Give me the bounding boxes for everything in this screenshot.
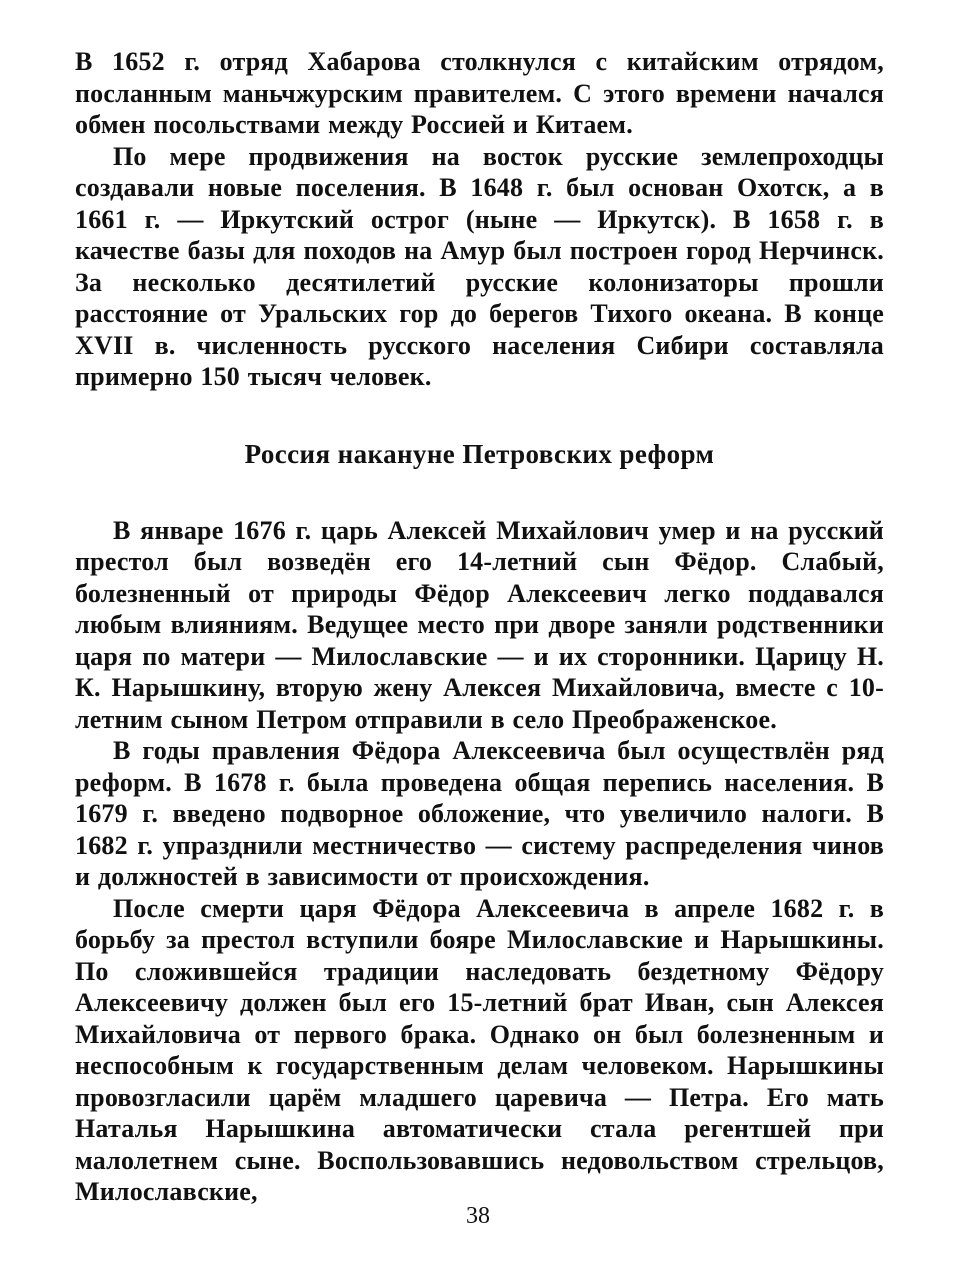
paragraph: После смерти царя Фёдора Алексеевича в апреле 1682 г. в борьбу за престол вступили бояре Милославские и Нарышкины. По сложившейся традиции наследовать бездетному Фёдору Алексеевичу должен был его 15-летний брат Иван, сын Алексея Михайловича от первого брака. Однако он был болезненным и неспособным к государственным делам человеком. Нарышкины провозгласили царём младшего царевича — Петра. Его мать Наталья Нарышкина автоматически стала регентшей при малолетнем сыне. Воспользовавшись недовольством стрельцов, Милославские, — [75, 893, 884, 1206]
paragraph: В 1652 г. отряд Хабарова столкнулся с китайским отрядом, посланным маньчжурским правителем. С этого времени начался обмен посольствами между Россией и Китаем. — [75, 47, 884, 139]
page-number: 38 — [466, 1203, 490, 1229]
paragraph: В годы правления Фёдора Алексеевича был осуществлён ряд реформ. В 1678 г. была проведена общая перепись населения. В 1679 г. введено подворное обложение, что увеличило налоги. В 1682 г. упразднили местничество — систему распределения чинов и должностей в зависимости от происхождения. — [75, 736, 884, 891]
paragraph: По мере продвижения на восток русские землепроходцы создавали новые поселения. В 1648 г. был основан Охотск, а в 1661 г. — Иркутский острог (ныне — Иркутск). В 1658 г. в качестве базы для походов на Амур был построен город Нерчинск. За несколько десятилетий русские колонизаторы прошли расстояние от Уральских гор до берегов Тихого океана. В конце XVII в. численность русского населения Сибири составляла примерно 150 тысяч человек. — [75, 141, 884, 391]
paragraph: В январе 1676 г. царь Алексей Михайлович умер и на русский престол был возведён его 14-летний сын Фёдор. Слабый, болезненный от природы Фёдор Алексеевич легко поддавался любым влияниям. Ведущее место при дворе заняли родственники царя по матери — Милославские — и их сторонники. Царицу Н. К. Нарышкину, вторую жену Алексея Михайловича, вместе с 10-летним сыном Петром отправили в село Преображенское. — [75, 515, 884, 734]
section-heading: Россия накануне Петровских реформ — [244, 438, 715, 469]
